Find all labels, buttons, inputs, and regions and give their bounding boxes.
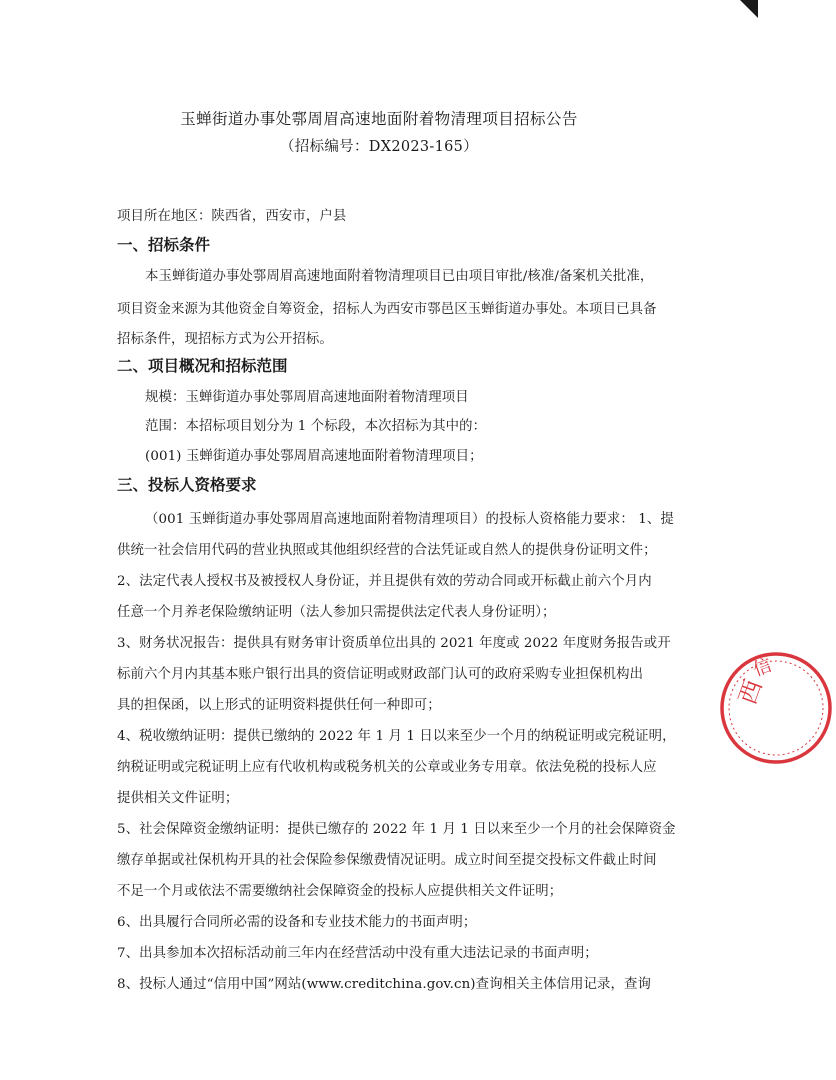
paragraph-line: 项目资金来源为其他资金自筹资金，招标人为西安市鄠邑区玉蝉街道办事处。本项目已具备 <box>117 302 657 317</box>
project-location: 项目所在地区：陕西省，西安市，户县 <box>117 209 347 224</box>
section-heading-3: 三、投标人资格要求 <box>117 476 257 494</box>
paragraph-line: 标前六个月内其基本账户银行出具的资信证明或财政部门认可的政府采购专业担保机构出 <box>117 667 644 682</box>
paragraph-line: 纳税证明或完税证明上应有代收机构或税务机关的公章或业务专用章。依法免税的投标人应 <box>117 760 657 775</box>
paragraph-line: 7、出具参加本次招标活动前三年内在经营活动中没有重大违法记录的书面声明； <box>117 946 598 961</box>
paragraph-line: 招标条件，现招标方式为公开招标。 <box>117 332 333 347</box>
seal-text: 信 <box>750 654 775 681</box>
paragraph-line: 4、税收缴纳证明：提供已缴纳的 2022 年 1 月 1 日以来至少一个月的纳税证明或完税证明， <box>117 729 676 744</box>
paragraph-line: 供统一社会信用代码的营业执照或其他组织经营的合法凭证或自然人的提供身份证明文件； <box>117 543 657 558</box>
paragraph-line: 6、出具履行合同所必需的设备和专业技术能力的书面声明； <box>117 915 477 930</box>
section-heading-2: 二、项目概况和招标范围 <box>117 357 288 375</box>
paragraph-line: 2、法定代表人授权书及被授权人身份证，并且提供有效的劳动合同或开标截止前六个月内 <box>117 574 652 589</box>
paragraph-line: 3、财务状况报告：提供具有财务审计资质单位出具的 2021 年度或 2022 年度财务报告或开 <box>117 636 671 651</box>
seal-text: 西 <box>733 675 768 709</box>
paragraph-line: （001 玉蝉街道办事处鄠周眉高速地面附着物清理项目）的投标人资格能力要求： 1、提 <box>145 512 674 527</box>
seal-ring <box>722 654 830 762</box>
document-title: 玉蝉街道办事处鄠周眉高速地面附着物清理项目招标公告 <box>180 110 578 128</box>
official-seal <box>716 648 836 768</box>
paragraph-line: 范围：本招标项目划分为 1 个标段，本次招标为其中的： <box>145 419 487 434</box>
paragraph-line: 8、投标人通过“信用中国”网站(www.creditchina.gov.cn)查询相关主体信用记录，查询 <box>117 977 651 992</box>
paragraph-line: 5、社会保障资金缴纳证明：提供已缴存的 2022 年 1 月 1 日以来至少一个月的社会保障资金 <box>117 822 676 837</box>
paragraph-line: (001) 玉蝉街道办事处鄠周眉高速地面附着物清理项目； <box>145 449 483 464</box>
seal-inner-ring <box>729 661 823 755</box>
section-heading-1: 一、招标条件 <box>117 236 211 254</box>
tender-number: （招标编号：DX2023-165） <box>279 139 479 155</box>
paragraph-line: 缴存单据或社保机构开具的社会保险参保缴费情况证明。成立时间至提交投标文件截止时间 <box>117 853 657 868</box>
paragraph-line: 不足一个月或依法不需要缴纳社会保障资金的投标人应提供相关文件证明； <box>117 884 563 899</box>
paragraph-line: 任意一个月养老保险缴纳证明（法人参加只需提供法定代表人身份证明）； <box>117 605 556 620</box>
paragraph-line: 本玉蝉街道办事处鄠周眉高速地面附着物清理项目已由项目审批/核准/备案机关批准， <box>145 269 654 284</box>
paragraph-line: 具的担保函，以上形式的证明资料提供任何一种即可； <box>117 698 441 713</box>
paragraph-line: 规模：玉蝉街道办事处鄠周眉高速地面附着物清理项目 <box>145 390 469 405</box>
page-corner-mark <box>740 0 758 18</box>
paragraph-line: 提供相关文件证明； <box>117 791 239 806</box>
